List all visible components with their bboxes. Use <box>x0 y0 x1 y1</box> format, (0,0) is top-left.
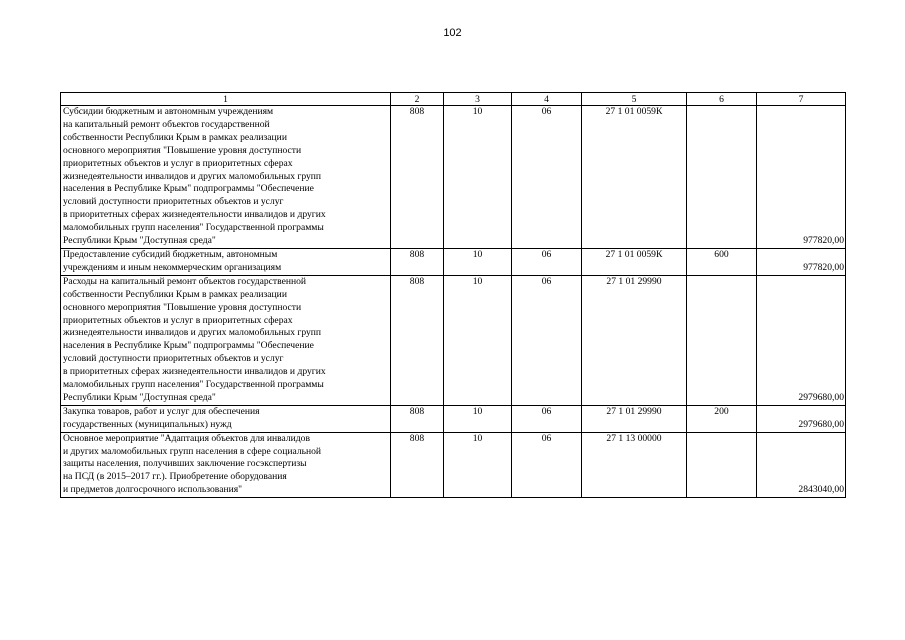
target-article-code: 27 1 01 29990 <box>582 275 687 405</box>
ministry-code: 808 <box>391 405 444 432</box>
target-article-code: 27 1 01 29990 <box>582 405 687 432</box>
header-cell: 4 <box>512 93 582 106</box>
description-line: приоритетных объектов и услуг в приоритетных сферах <box>63 157 293 169</box>
ministry-code: 808 <box>391 432 444 498</box>
page-number: 102 <box>443 27 462 39</box>
header-cell: 7 <box>757 93 846 106</box>
expense-type-code: 600 <box>687 248 757 275</box>
description-line: населения в Республике Крым" подпрограммы "Обеспечение <box>63 183 314 195</box>
header-cell: 2 <box>391 93 444 106</box>
subsection-code: 06 <box>512 248 582 275</box>
ministry-code: 808 <box>391 248 444 275</box>
ministry-code: 808 <box>391 106 444 249</box>
description-line: маломобильных групп населения" Государственной программы <box>63 222 324 234</box>
budget-table <box>60 92 846 498</box>
table-header-row <box>61 93 846 106</box>
description-line: жизнедеятельности инвалидов и других маломобильных групп <box>63 170 322 182</box>
description-line: защиты населения, получивших заключение госэкспертизы <box>63 458 307 470</box>
header-cell: 5 <box>582 93 687 106</box>
description-line: Республики Крым "Доступная среда" <box>63 235 216 247</box>
row-description <box>61 432 391 498</box>
subsection-code: 06 <box>512 106 582 249</box>
expense-type-code <box>687 432 757 498</box>
description-line: основного мероприятия "Повышение уровня доступности <box>63 144 302 156</box>
subsection-code: 06 <box>512 405 582 432</box>
row-description <box>61 275 391 405</box>
description-line: Закупка товаров, работ и услуг для обеспечения <box>63 405 260 417</box>
description-line: на ПСД (в 2015–2017 гг.). Приобретение оборудования <box>63 471 287 483</box>
table-row <box>61 405 846 432</box>
row-description <box>61 248 391 275</box>
target-article-code: 27 1 01 0059К <box>582 248 687 275</box>
header-cell: 1 <box>61 93 391 106</box>
description-line: и предметов долгосрочного использования" <box>63 484 243 496</box>
description-line: на капитальный ремонт объектов государственной <box>63 118 270 130</box>
description-line: собственности Республики Крым в рамках реализации <box>63 288 287 300</box>
section-code: 10 <box>444 432 512 498</box>
description-line: Предоставление субсидий бюджетным, автономным <box>63 248 278 260</box>
table-row <box>61 275 846 405</box>
description-line: Расходы на капитальный ремонт объектов государственной <box>63 275 307 287</box>
expense-type-code <box>687 106 757 249</box>
target-article-code: 27 1 01 0059К <box>582 106 687 249</box>
description-line: условий доступности приоритетных объектов и услуг <box>63 353 284 365</box>
description-line: приоритетных объектов и услуг в приоритетных сферах <box>63 314 293 326</box>
expense-type-code: 200 <box>687 405 757 432</box>
description-line: Основное мероприятие "Адаптация объектов для инвалидов <box>63 432 310 444</box>
table-row <box>61 248 846 275</box>
header-cell: 6 <box>687 93 757 106</box>
description-line: основного мероприятия "Повышение уровня доступности <box>63 301 302 313</box>
section-code: 10 <box>444 405 512 432</box>
amount: 977820,00 <box>757 248 846 275</box>
expense-type-code <box>687 275 757 405</box>
amount: 977820,00 <box>757 106 846 249</box>
row-description <box>61 106 391 249</box>
description-line: Республики Крым "Доступная среда" <box>63 391 216 403</box>
description-line: в приоритетных сферах жизнедеятельности инвалидов и других <box>63 366 326 378</box>
amount: 2979680,00 <box>757 405 846 432</box>
description-line: Субсидии бюджетным и автономным учреждениям <box>63 106 274 117</box>
table-row <box>61 106 846 249</box>
description-line: маломобильных групп населения" Государственной программы <box>63 379 324 391</box>
target-article-code: 27 1 13 00000 <box>582 432 687 498</box>
section-code: 10 <box>444 248 512 275</box>
description-line: учреждениям и иным некоммерческим организациям <box>63 261 282 273</box>
row-description <box>61 405 391 432</box>
description-line: условий доступности приоритетных объектов и услуг <box>63 196 284 208</box>
description-line: собственности Республики Крым в рамках реализации <box>63 131 287 143</box>
description-line: жизнедеятельности инвалидов и других маломобильных групп <box>63 327 322 339</box>
description-line: и других маломобильных групп населения в сфере социальной <box>63 445 322 457</box>
description-line: населения в Республике Крым" подпрограммы "Обеспечение <box>63 340 314 352</box>
description-line: государственных (муниципальных) нужд <box>63 418 232 430</box>
header-cell: 3 <box>444 93 512 106</box>
section-code: 10 <box>444 106 512 249</box>
amount: 2979680,00 <box>757 275 846 405</box>
subsection-code: 06 <box>512 432 582 498</box>
table-row <box>61 432 846 498</box>
amount: 2843040,00 <box>757 432 846 498</box>
subsection-code: 06 <box>512 275 582 405</box>
ministry-code: 808 <box>391 275 444 405</box>
description-line: в приоритетных сферах жизнедеятельности инвалидов и других <box>63 209 326 221</box>
section-code: 10 <box>444 275 512 405</box>
